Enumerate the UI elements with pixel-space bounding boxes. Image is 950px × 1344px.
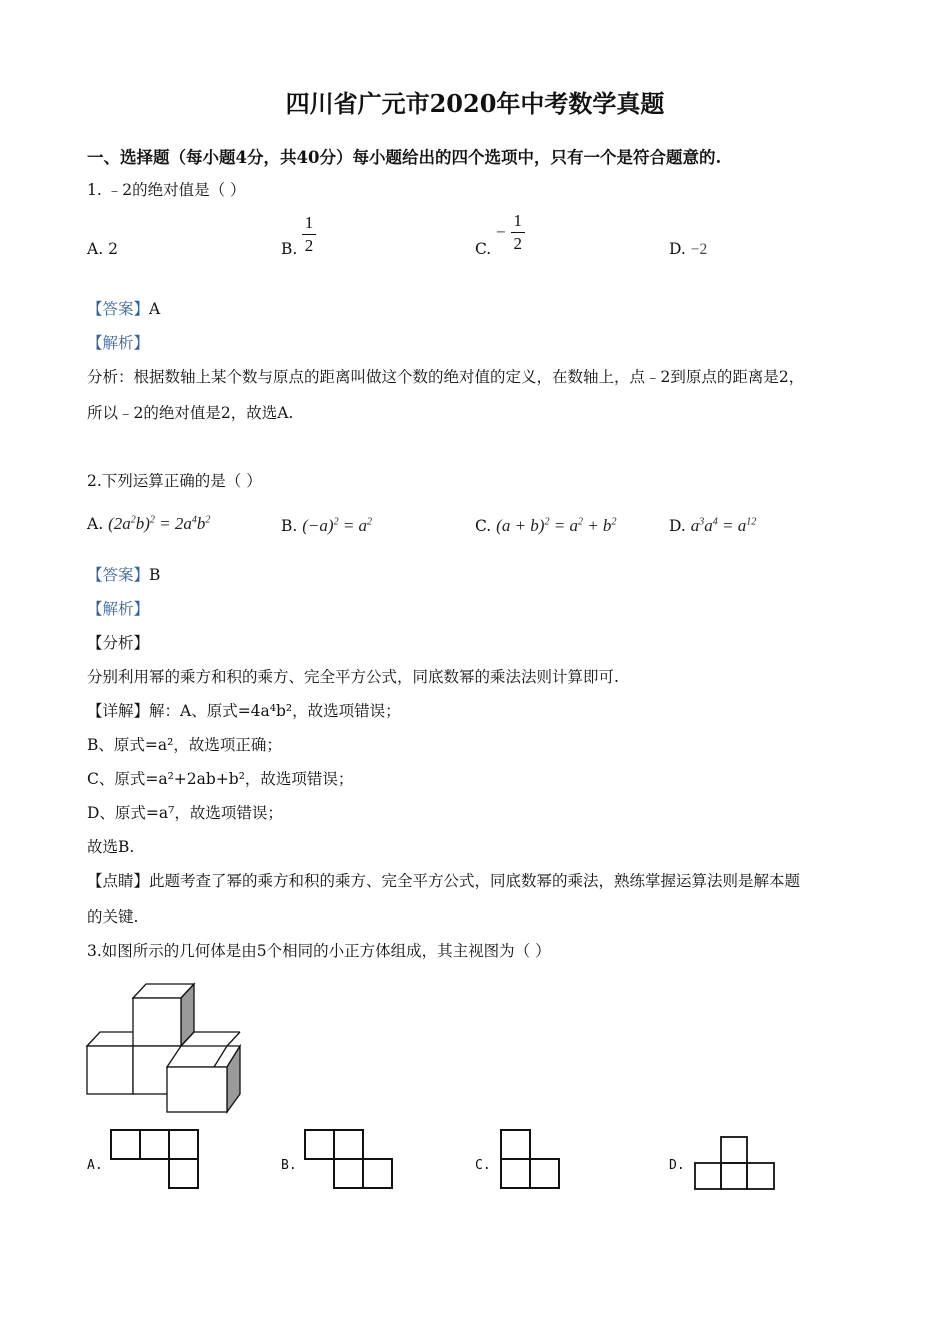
- q1-option-d-value: −2: [690, 241, 708, 258]
- q2-option-a[interactable]: [87, 514, 210, 534]
- q2-analysis-tag: 【解析】: [87, 600, 150, 618]
- q2-option-b-right: = a: [338, 516, 368, 535]
- section-heading: 一、选择题（每小题4分，共40分）每小题给出的四个选项中，只有一个是符合题意的.: [87, 148, 722, 167]
- q2-option-d-right: = a: [717, 516, 747, 535]
- q2-option-c-label: C.: [475, 517, 492, 535]
- q1-option-c-label[interactable]: C.: [475, 240, 492, 258]
- q2-detail-5: 故选B.: [87, 838, 135, 856]
- exponent: 3: [699, 516, 705, 528]
- q1-option-a[interactable]: [87, 240, 118, 258]
- q2-comment-1: 【点睛】此题考查了幂的乘方和积的乘方、完全平方公式，同底数幂的乘法，熟练掌握运算法则是解本题: [87, 872, 801, 890]
- q1-option-c-sign: −: [496, 222, 506, 242]
- q2-option-c[interactable]: [475, 516, 616, 536]
- answer-tag: 【答案】: [87, 300, 150, 318]
- q2-fenxi-tag: 【分析】: [87, 634, 150, 652]
- q2-option-c-right: = a: [549, 516, 578, 535]
- q1-answer: [87, 298, 160, 320]
- q3-option-b-view[interactable]: [304, 1128, 396, 1192]
- q2-option-c-plus: + b: [582, 516, 612, 535]
- q2-detail-1: 【详解】解：A、原式=4a⁴b²，故选项错误；: [87, 702, 401, 720]
- exponent: 4: [712, 516, 718, 528]
- q2-detail-3: C、原式=a²+2ab+b²，故选项错误；: [87, 770, 354, 788]
- q3-option-c-label[interactable]: C.: [475, 1158, 491, 1173]
- q1-option-b-numerator: 1: [304, 213, 314, 232]
- q2-option-d-a1: a: [690, 516, 700, 535]
- q2-answer-value: B: [149, 566, 161, 584]
- q2-option-d-label: D.: [669, 517, 686, 535]
- q2-option-a-left: (2a: [108, 514, 131, 533]
- q2-option-d-a2: a: [704, 516, 713, 535]
- q2-answer: [87, 564, 160, 586]
- exponent: 12: [746, 516, 757, 528]
- exponent: 2: [611, 516, 617, 528]
- page-title: 四川省广元市2020年中考数学真题: [285, 89, 665, 118]
- q1-option-b-label[interactable]: B.: [281, 240, 298, 258]
- q1-option-d[interactable]: [669, 240, 707, 259]
- exponent: 2: [367, 516, 373, 528]
- q2-option-d[interactable]: [669, 516, 756, 536]
- q1-answer-value: A: [149, 300, 161, 318]
- q1-analysis-line-1: 分析：根据数轴上某个数与原点的距离叫做这个数的绝对值的定义，在数轴上，点﹣2到原点的距离是2，: [87, 368, 805, 386]
- q2-option-a-mid: b): [135, 514, 150, 533]
- q2-detail-4: D、原式=a⁷，故选项错误；: [87, 804, 283, 822]
- q2-option-c-left: (a + b): [496, 516, 545, 535]
- exponent: 2: [205, 514, 211, 526]
- q2-option-b-label: B.: [281, 517, 298, 535]
- fraction-bar: [511, 232, 525, 233]
- q1-option-b-denominator: 2: [304, 236, 314, 255]
- q2-detail-2: B、原式=a²，故选项正确；: [87, 736, 282, 754]
- q1-option-b-fraction: [302, 214, 316, 255]
- q1-option-d-label: D.: [669, 240, 686, 258]
- q2-option-a-label: A.: [87, 515, 104, 533]
- exponent: 2: [577, 516, 583, 528]
- q3-option-a-label[interactable]: A.: [87, 1158, 103, 1173]
- q2-comment-2: 的关键.: [87, 908, 139, 926]
- q2-option-a-right: = 2a: [154, 514, 192, 533]
- q1-analysis-line-2: 所以﹣2的绝对值是2，故选A.: [87, 404, 294, 422]
- q1-analysis-tag: 【解析】: [87, 334, 150, 352]
- exponent: 2: [149, 514, 155, 526]
- exponent: 4: [191, 514, 197, 526]
- q1-option-c-numerator: 1: [513, 211, 522, 230]
- q2-stem: 2.下列运算正确的是（ ）: [87, 472, 262, 490]
- q3-option-c-view[interactable]: [498, 1128, 562, 1192]
- q3-solid-figure: [84, 978, 246, 1118]
- q1-option-a-value: 2: [108, 240, 118, 258]
- q3-option-b-label[interactable]: B.: [281, 1158, 297, 1173]
- q2-option-b-left: (−a): [302, 516, 334, 535]
- fraction-bar: [302, 234, 316, 235]
- answer-tag: 【答案】: [87, 566, 150, 584]
- q2-option-a-b: b: [196, 514, 206, 533]
- q3-option-d-view[interactable]: [692, 1134, 780, 1192]
- q1-option-c-fraction: [496, 212, 525, 253]
- q3-option-d-label[interactable]: D.: [669, 1158, 685, 1173]
- q2-option-b[interactable]: [281, 516, 372, 536]
- q2-fenxi: 分别利用幂的乘方和积的乘方、完全平方公式，同底数幂的乘法法则计算即可.: [87, 668, 619, 686]
- exponent: 2: [333, 516, 339, 528]
- exponent: 2: [544, 516, 550, 528]
- q3-stem: 3.如图所示的几何体是由5个相同的小正方体组成，其主视图为（ ）: [87, 942, 551, 960]
- q1-stem: 1. ﹣2的绝对值是（ ）: [87, 181, 246, 199]
- q1-option-a-label: A.: [87, 240, 104, 258]
- exponent: 2: [130, 514, 136, 526]
- q1-option-c-denominator: 2: [513, 234, 522, 253]
- q3-option-a-view[interactable]: [110, 1128, 202, 1192]
